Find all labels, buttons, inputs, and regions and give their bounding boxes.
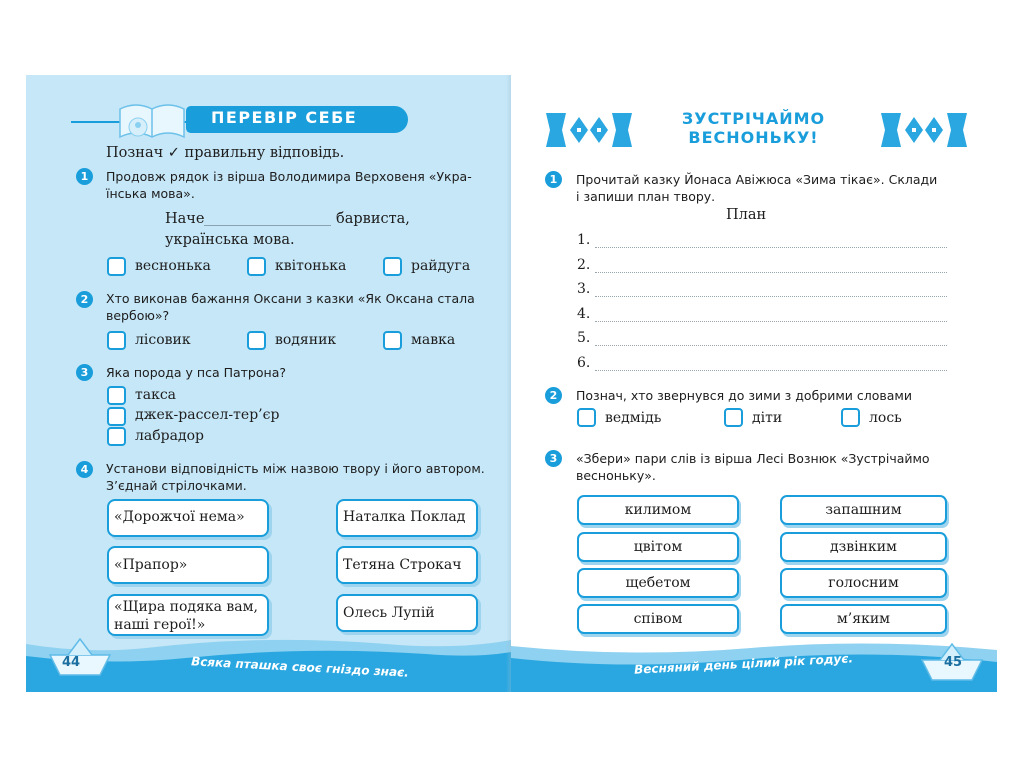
plan-number-2: 2. [577, 257, 591, 273]
plan-line-2[interactable] [595, 271, 947, 273]
q3-checkbox-1[interactable] [107, 386, 126, 405]
right-question-2-text: Познач, хто звернувся до зими з добрими словами [576, 388, 912, 403]
q2-option-1: лісовик [135, 332, 191, 348]
plan-line-3[interactable] [595, 295, 947, 297]
plan-number-5: 5. [577, 330, 591, 346]
proverb-left: Всяка пташка своє гніздо знає. [190, 654, 410, 680]
q2-checkbox-1[interactable] [107, 331, 126, 350]
right-page [511, 75, 997, 692]
right-q2-option-3: лось [869, 410, 902, 426]
q3-option-1: такса [135, 387, 177, 403]
author-name-3: Олесь Лупій [343, 605, 435, 621]
question-4-number: 4 [76, 461, 93, 478]
work-title-3-line1: «Щира подяка вам, [114, 599, 258, 615]
question-2-text-line1: Хто виконав бажання Оксани з казки «Як Оксана стала [106, 291, 475, 306]
word-right-4[interactable]: м’яким [780, 604, 947, 634]
author-box-3[interactable] [336, 594, 478, 632]
right-question-1-text-line1: Прочитай казку Йонаса Авіжюса «Зима тікає». Склади [576, 172, 938, 187]
page-number-right: 45 [944, 655, 963, 670]
instruction-text: Познач ✓ правильну відповідь. [106, 145, 345, 161]
q1-checkbox-3[interactable] [383, 257, 402, 276]
plan-number-4: 4. [577, 306, 591, 322]
author-name-2: Тетяна Строкач [343, 557, 462, 573]
word-right-1[interactable]: запашним [780, 495, 947, 525]
verse-line1-end: барвиста, [336, 211, 410, 227]
book-icon [112, 93, 192, 145]
q3-option-3: лабрадор [135, 428, 204, 444]
plan-number-1: 1. [577, 232, 591, 248]
right-question-3-number: 3 [545, 450, 562, 467]
q3-checkbox-2[interactable] [107, 407, 126, 426]
q1-option-2: квітонька [275, 258, 347, 274]
work-title-1: «Дорожчої нема» [114, 509, 245, 525]
verse-blank[interactable] [204, 225, 331, 226]
verse-line2: українська мова. [165, 232, 295, 248]
word-right-2[interactable]: дзвінким [780, 532, 947, 562]
question-3-number: 3 [76, 364, 93, 381]
header-title-line1: ЗУСТРІЧАЙМО [681, 109, 826, 128]
plan-line-4[interactable] [595, 320, 947, 322]
question-2-number: 2 [76, 291, 93, 308]
ornament-right-icon [881, 109, 967, 151]
question-4-text-line2: З’єднай стрілочками. [106, 478, 247, 493]
right-q2-checkbox-2[interactable] [724, 408, 743, 427]
work-title-2: «Прапор» [114, 557, 188, 573]
author-box-1[interactable] [336, 499, 478, 537]
right-question-1-text-line2: і запиши план твору. [576, 189, 716, 204]
question-1-number: 1 [76, 168, 93, 185]
header-title: ПЕРЕВІР СЕБЕ [211, 108, 358, 127]
right-question-2-number: 2 [545, 387, 562, 404]
q2-checkbox-2[interactable] [247, 331, 266, 350]
q3-checkbox-3[interactable] [107, 427, 126, 446]
ornament-left-icon [546, 109, 632, 151]
word-right-3[interactable]: голосним [780, 568, 947, 598]
header-title-line2: ВЕСНОНЬКУ! [688, 128, 819, 147]
plan-number-3: 3. [577, 281, 591, 297]
q1-option-3: райдуга [411, 258, 471, 274]
word-left-4[interactable]: співом [577, 604, 739, 634]
right-question-1-number: 1 [545, 171, 562, 188]
question-2-text-line2: вербою»? [106, 308, 170, 323]
q2-option-2: водяник [275, 332, 337, 348]
question-3-text: Яка порода у пса Патрона? [106, 365, 286, 380]
verse-line1-start: Наче [165, 211, 205, 227]
question-1-text-line1: Продовж рядок із вірша Володимира Верховеня «Укра- [106, 169, 472, 184]
q1-checkbox-1[interactable] [107, 257, 126, 276]
proverb-right: Весняний день цілий рік годує. [633, 651, 854, 677]
page-number-left: 44 [62, 655, 81, 670]
right-question-3-text-line1: «Збери» пари слів із вірша Лесі Вознюк «Зустрічаймо [576, 451, 930, 466]
q1-option-1: веснонька [135, 258, 211, 274]
book-spread [26, 75, 997, 692]
plan-line-1[interactable] [595, 246, 947, 248]
plan-line-5[interactable] [595, 344, 947, 346]
word-left-1[interactable]: килимом [577, 495, 739, 525]
work-box-1[interactable] [107, 499, 269, 537]
word-left-2[interactable]: цвітом [577, 532, 739, 562]
question-4-text-line1: Установи відповідність між назвою твору і його автором. [106, 461, 485, 476]
right-q2-checkbox-3[interactable] [841, 408, 860, 427]
q3-option-2: джек-рассел-тер’єр [135, 407, 280, 423]
q1-checkbox-2[interactable] [247, 257, 266, 276]
right-q2-checkbox-1[interactable] [577, 408, 596, 427]
plan-line-6[interactable] [595, 369, 947, 371]
plan-title: План [726, 207, 767, 223]
plan-number-6: 6. [577, 355, 591, 371]
q2-checkbox-3[interactable] [383, 331, 402, 350]
right-q2-option-2: діти [752, 410, 783, 426]
q2-option-3: мавка [411, 332, 456, 348]
right-q2-option-1: ведмідь [605, 410, 662, 426]
word-left-3[interactable]: щебетом [577, 568, 739, 598]
work-box-2[interactable] [107, 546, 269, 584]
author-box-2[interactable] [336, 546, 478, 584]
author-name-1: Наталка Поклад [343, 509, 466, 525]
work-title-3-line2: наші герої!» [114, 617, 206, 633]
question-1-text-line2: їнська мова». [106, 186, 195, 201]
right-question-3-text-line2: весноньку». [576, 468, 656, 483]
left-page [26, 75, 511, 692]
